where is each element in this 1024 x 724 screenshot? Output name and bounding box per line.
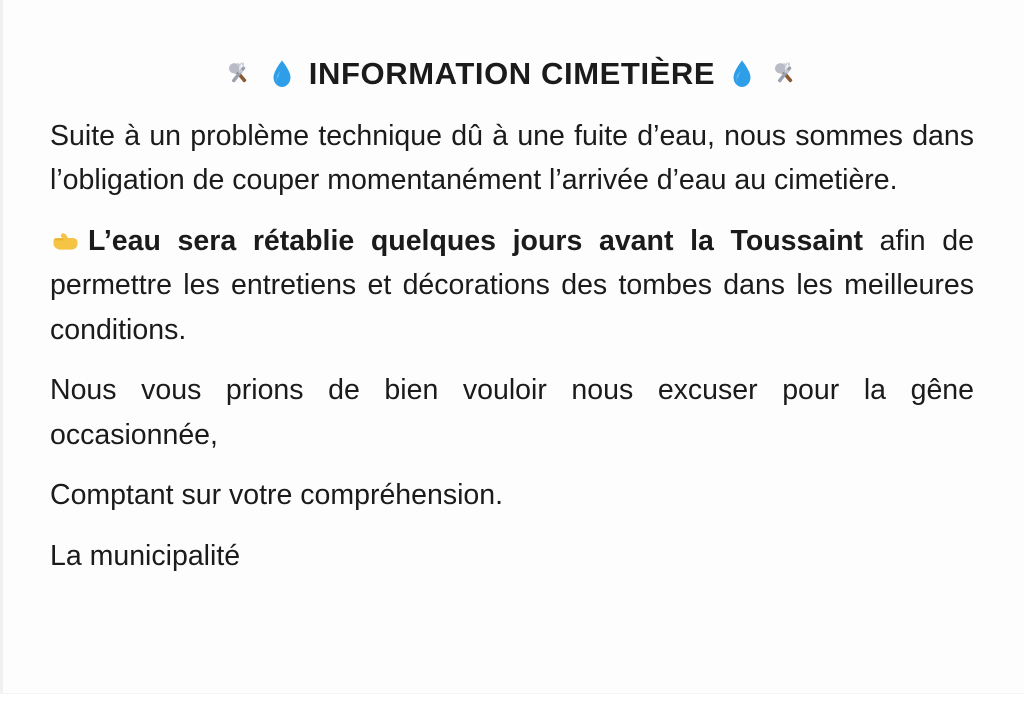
paragraph-thanks: Comptant sur votre compréhension.: [50, 479, 504, 512]
tools-icon: [769, 59, 801, 89]
paragraph-restoration-rest: afin de permettre les entretiens et décorations des tombes dans les meilleures conditions.: [50, 224, 974, 346]
notice-body: [50, 56, 974, 578]
scan-edge-bottom: [0, 693, 1024, 724]
page-title: INFORMATION CIMETIÈRE: [308, 56, 716, 91]
tools-icon: [223, 59, 255, 89]
pointing-hand-icon: [50, 230, 80, 254]
signature: La municipalité: [50, 539, 241, 572]
scan-edge-left: [0, 0, 3, 724]
water-drop-icon: [271, 59, 293, 89]
paragraph-restoration-bold: L’eau sera rétablie quelques jours avant la Toussaint: [88, 224, 864, 257]
paragraph-intro: Suite à un problème technique dû à une fuite d’eau, nous sommes dans l’obligation de couper momentanément l’arrivée d’eau au cimetière.: [50, 120, 974, 197]
paragraph-apology: Nous vous prions de bien vouloir nous excuser pour la gêne occasionnée,: [50, 374, 974, 451]
notice-title-row: [50, 56, 974, 92]
paragraph-restoration: [50, 219, 974, 352]
water-drop-icon: [731, 59, 753, 89]
